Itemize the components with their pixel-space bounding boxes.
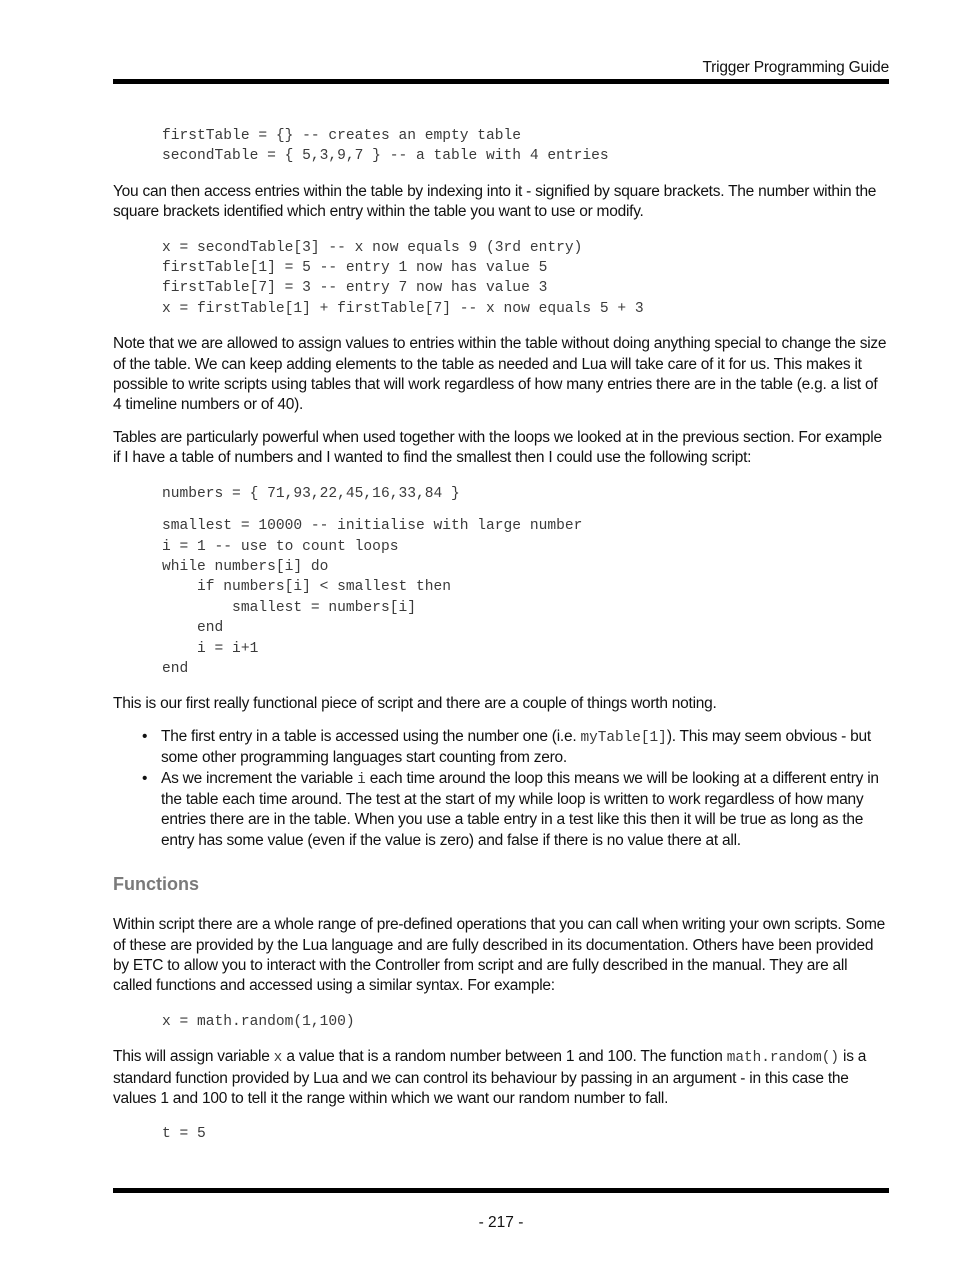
section-heading: Functions <box>113 874 199 895</box>
list-item-text: each time around the loop this means we will be looking at a different entry in the table each time around. The test at the start of my while loop is written to work regardless of how many entries there are in the table. When you use a table entry in a test like this then it will be true as long as the entry has some value (even if the value is zero) and false if there is no value there at all. <box>161 769 879 849</box>
header-title: Trigger Programming Guide <box>702 59 889 76</box>
paragraph-worth-noting: This is our first really functional piece of script and there are a couple of things worth noting. <box>113 695 717 713</box>
list-item-text: The first entry in a table is accessed using the number one (i.e. <box>161 727 581 745</box>
inline-code: i <box>357 771 366 788</box>
code-block-math-random: x = math.random(1,100) <box>162 1013 355 1030</box>
list-item <box>161 727 889 769</box>
code-block-table-create: firstTable = {} -- creates an empty table secondTable = { 5,3,9,7 } -- a table with 4 entries <box>162 128 609 165</box>
paragraph-text: This will assign variable <box>113 1048 274 1066</box>
paragraph-text: a value that is a random number between 1 and 100. The function <box>282 1048 727 1066</box>
paragraph-tables-loops: Tables are particularly powerful when used together with the loops we looked at in the previous section. For example if I have a table of numbers and I wanted to find the smallest then I could use the following script: <box>113 428 882 467</box>
inline-code: x <box>273 1050 283 1067</box>
code-block-smallest-loop: smallest = 10000 -- initialise with large number i = 1 -- use to count loops while numbers[i] do if numbers[i] < smallest then smallest = numbers[i] end i = i+1 end <box>162 518 583 677</box>
header-rule <box>113 79 889 84</box>
footer-rule <box>113 1188 889 1193</box>
code-block-t-assign: t = 5 <box>162 1126 206 1143</box>
paragraph-text: is a standard function provided by Lua and we can control its behaviour by passing in an argument - in this case the values 1 and 100 to tell it the range within which we want our random number to fall. <box>113 1048 867 1108</box>
page-content <box>113 126 889 1145</box>
code-block-table-access: x = secondTable[3] -- x now equals 9 (3rd entry) firstTable[1] = 5 -- entry 1 now has value 5 firstTable[7] = 3 -- entry 7 now has value 3 x = firstTable[1] + firstTable[7] -- x now equals 5 + 3 <box>162 239 644 317</box>
paragraph-table-indexing: You can then access entries within the table by indexing into it - signified by square brackets. The number within the square brackets identified which entry within the table you want to use or modify. <box>113 182 877 221</box>
paragraph-table-size: Note that we are allowed to assign values to entries within the table without doing anything special to change the size of the table. We can keep adding elements to the table as needed and Lua will take care of it for us. This makes it possible to write scripts using tables that will work regardless of how many entries there are in the table (e.g. a list of 4 timeline numbers or of 40). <box>113 335 887 414</box>
inline-code: myTable[1] <box>580 729 667 746</box>
notes-list <box>113 727 889 851</box>
list-item <box>161 769 889 852</box>
inline-code: math.random() <box>726 1050 839 1067</box>
list-item-text: ). This may seem obvious - but some other programming languages start counting from zero. <box>161 727 871 767</box>
page-number: - 217 - <box>478 1214 524 1231</box>
document-page <box>113 0 889 1272</box>
paragraph-functions-intro: Within script there are a whole range of pre-defined operations that you can call when writing your own scripts. Some of these are provided by the Lua language and are fully described in its documentation. Others have been provided by ETC to allow you to interact with the Controller from script and are fully described in the manual. They are all called functions and accessed using a similar syntax. For example: <box>113 916 885 995</box>
list-item-text: As we increment the variable <box>161 769 358 787</box>
paragraph-math-random <box>113 1047 889 1109</box>
code-block-numbers: numbers = { 71,93,22,45,16,33,84 } <box>162 485 460 502</box>
